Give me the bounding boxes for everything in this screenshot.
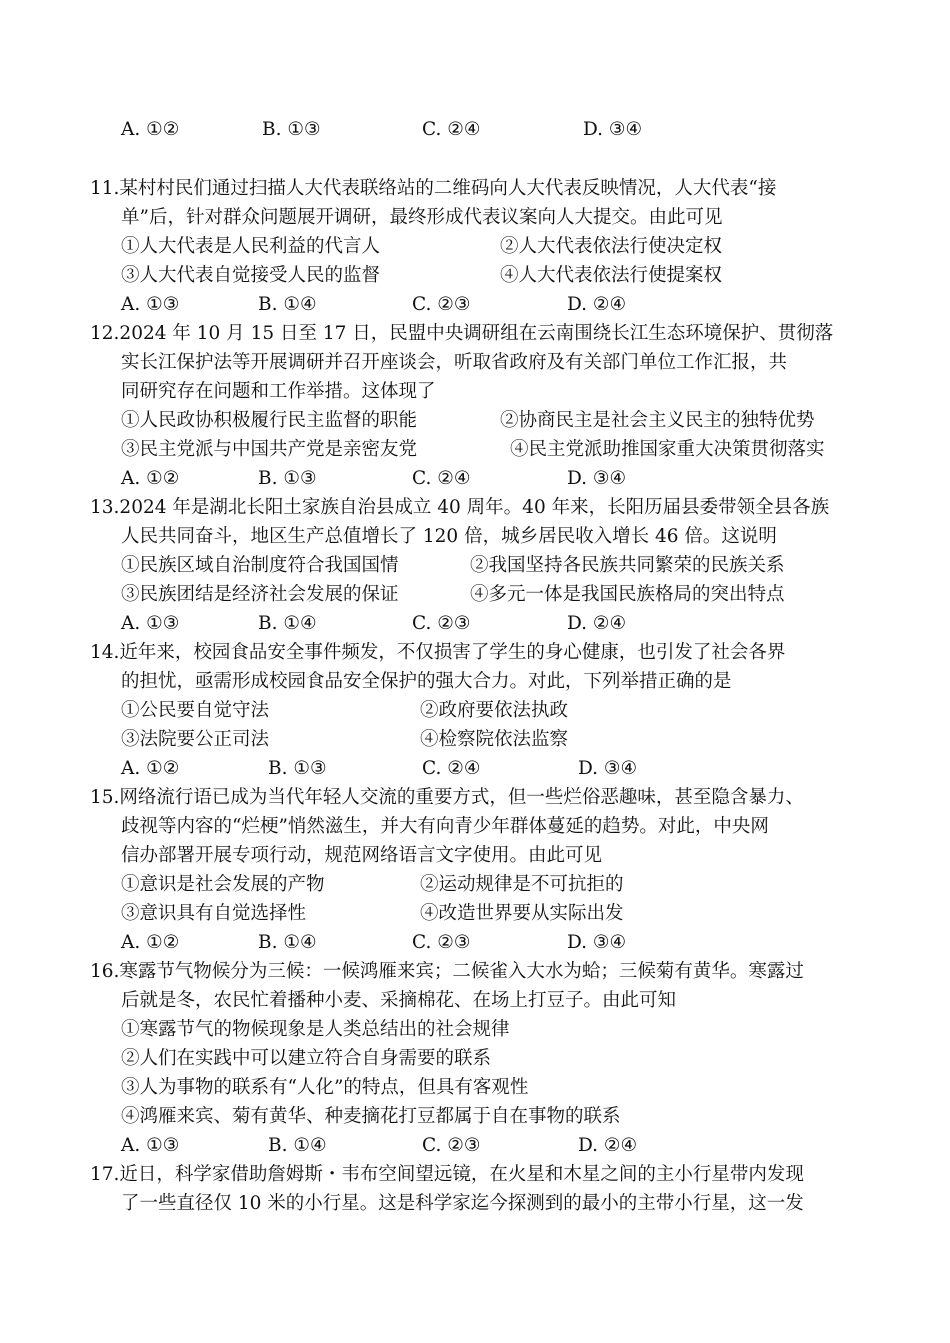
option-c: C. ②④ [422, 119, 481, 140]
option-d: D. ②④ [567, 613, 627, 634]
statement-1: ①意识是社会发展的产物 [121, 874, 325, 895]
statement-1: ①人大代表是人民利益的代言人 [121, 236, 381, 257]
option-d: D. ②④ [578, 1135, 638, 1156]
option-c: C. ②④ [422, 758, 481, 779]
statement-4: ④民主党派助推国家重大决策贯彻落实 [510, 439, 825, 460]
option-b: B. ①④ [258, 613, 317, 634]
option-c: C. ②③ [412, 294, 471, 315]
option-c: C. ②③ [422, 1135, 481, 1156]
option-a: A. ①③ [121, 1135, 180, 1156]
statement-1: ①公民要自觉守法 [121, 700, 270, 721]
option-b: B. ①③ [258, 468, 317, 489]
option-c: C. ②④ [412, 468, 471, 489]
statement-4: ④检察院依法监察 [420, 729, 569, 750]
statement-2: ②政府要依法执政 [420, 700, 569, 721]
option-a: A. ①② [121, 932, 180, 953]
option-b: B. ①④ [268, 1135, 327, 1156]
option-d: D. ③④ [583, 119, 643, 140]
statement-4: ④多元一体是我国民族格局的突出特点 [470, 584, 785, 605]
option-b: B. ①③ [262, 119, 321, 140]
statement-3: ③人大代表自觉接受人民的监督 [121, 265, 381, 286]
option-b: B. ①④ [258, 294, 317, 315]
option-a: A. ①③ [121, 613, 180, 634]
option-d: D. ③④ [578, 758, 638, 779]
option-a: A. ①② [121, 758, 180, 779]
statement-2: ②人大代表依法行使决定权 [500, 236, 723, 257]
statement-3: ③法院要公正司法 [121, 729, 270, 750]
statement-1: ①人民政协积极履行民主监督的职能 [121, 410, 418, 431]
option-d: D. ③④ [567, 468, 627, 489]
statement-2: ②协商民主是社会主义民主的独特优势 [500, 410, 815, 431]
option-b: B. ①④ [258, 932, 317, 953]
option-a: A. ①③ [121, 294, 180, 315]
option-a: A. ①② [121, 468, 180, 489]
option-d: D. ③④ [567, 932, 627, 953]
option-d: D. ②④ [567, 294, 627, 315]
statement-4: ④人大代表依法行使提案权 [500, 265, 723, 286]
option-c: C. ②③ [412, 613, 471, 634]
statement-1: ①民族区域自治制度符合我国国情 [121, 555, 399, 576]
option-c: C. ②③ [412, 932, 471, 953]
statement-2: ②我国坚持各民族共同繁荣的民族关系 [470, 555, 785, 576]
statement-2: ②运动规律是不可抗拒的 [420, 874, 624, 895]
option-a: A. ①② [121, 119, 180, 140]
exam-page: A. ①② B. ①③ C. ②④ D. ③④ 11.某村村民们通过扫描人大代表联络站的二维码向人大代表反映情况，人大代表“接 单”后，针对群众问题展开调研，最终形成代表议案向人大提交。由此可见 ①人大代表是人民利益的代言人 ②人大代表依法行使决定权 ③人大代表自觉接受人民的监督 ④人大代表依法行使提案权 A. ①③ B. ①④ C. ②③ D. ②④ 12.2024 年 10 月 15 日至 17 日，民盟中央调研组在云南围绕长江生态环境保护、贯彻落 实长江保护法等开展调研并召开座谈会，听取省政府及有关部门单位工作汇报，共 同研究存在问题和工作举措。这体现了 ①人民政协积极履行民主监督的职能 ②协商民主是社会主义民主的独特优势 ③民主党派与中国共产党是亲密友党 ④民主党派助推国家重大决策贯彻落实 A. ①② B. ①③ C. ②④ D. ③④ 13.2024 年是湖北长阳土家族自治县成立 40 周年。40 年来，长阳历届县委带领全县各族 人民共同奋斗，地区生产总值增长了 120 倍，城乡居民收入增长 46 倍。这说明 ①民族区域自治制度符合我国国情 ②我国坚持各民族共同繁荣的民族关系 ③民族团结是经济社会发展的保证 ④多元一体是我国民族格局的突出特点 A. ①③ B. ①④ C. ②③ D. ②④ 14.近年来，校园食品安全事件频发，不仅损害了学生的身心健康，也引发了社会各界 的担忧，亟需形成校园食品安全保护的强大合力。对此，下列举措正确的是 ①公民要自觉守法 ②政府要依法执政 ③法院要公正司法 ④检察院依法监察 A. ①② B. ①③ C. ②④ D. ③④ 15.网络流行语已成为当代年轻人交流的重要方式，但一些烂俗恶趣味，甚至隐含暴力、 歧视等内容的“烂梗”悄然滋生，并大有向青少年群体蔓延的趋势。对此，中央网 信办部署开展专项行动，规范网络语言文字使用。由此可见 ①意识是社会发展的产物 ②运动规律是不可抗拒的 ③意识具有自觉选择性 ④改造世界要从实际出发 A. ①② B. ①④ C. ②③ D. ③④ 16.寒露节气物候分为三候：一候鸿雁来宾；二候雀入大水为蛤；三候菊有黄华。寒露过 后就是冬，农民忙着播种小麦、采摘棉花、在场上打豆子。由此可知 ①寒露节气的物候现象是人类总结出的社会规律 ②人们在实践中可以建立符合自身需要的联系 ③人为事物的联系有“人化”的特点，但具有客观性 ④鸿雁来宾、菊有黄华、种麦摘花打豆都属于自在事物的联系 A. ①③ B. ①④ C. ②③ D. ②④ 17.近日，科学家借助詹姆斯・韦布空间望远镜，在火星和木星之间的主小行星带内发现 了一些直径仅 10 米的小行星。这是科学家迄今探测到的最小的主带小行星，这一发 [0, 0, 950, 1343]
option-b: B. ①③ [268, 758, 327, 779]
statement-3: ③民主党派与中国共产党是亲密友党 [121, 439, 418, 460]
statement-4: ④改造世界要从实际出发 [420, 903, 624, 924]
statement-3: ③意识具有自觉选择性 [121, 903, 307, 924]
statement-3: ③民族团结是经济社会发展的保证 [121, 584, 399, 605]
